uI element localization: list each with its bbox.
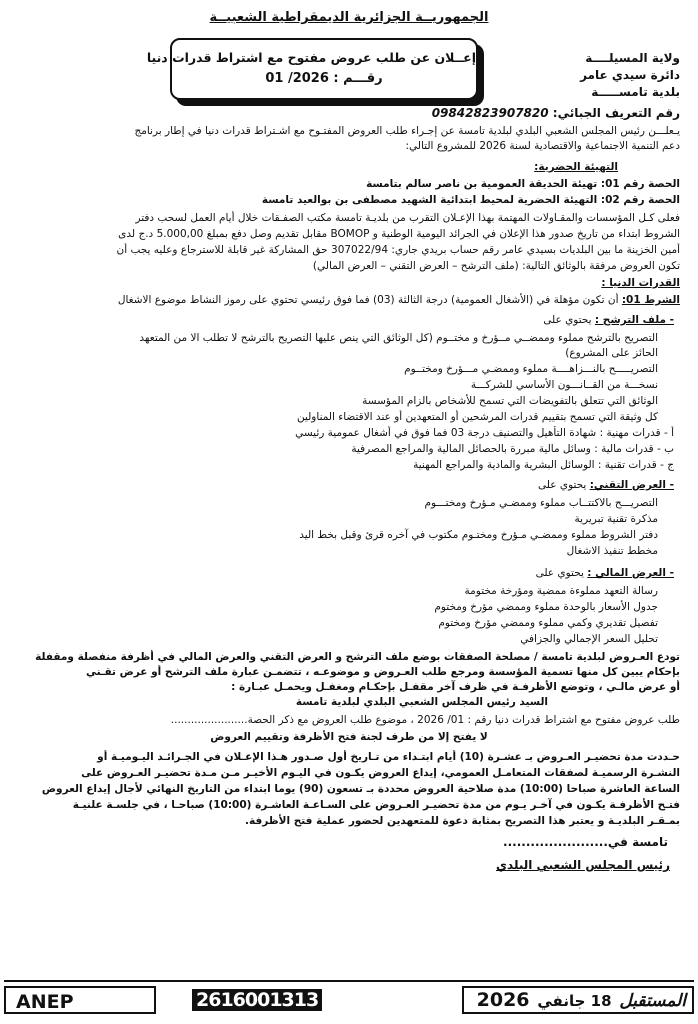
newspaper-year: 2026 [476, 989, 530, 1011]
wilaya: ولاية المسيلــــة [585, 51, 680, 65]
lot-1: الحصة رقم 01: تهيئة الحديقة العمومية بن ناصر سالم بتامسة [366, 178, 680, 190]
anep-box [4, 986, 156, 1014]
fin-contains: يحتوي على [535, 567, 588, 579]
deposit-line-4: السيد رئيس المجلس الشعبي البلدي لبلدية تامسة [295, 696, 548, 708]
newspaper-date: 18 جانفي [537, 992, 612, 1010]
ref-code: 2616001313 [192, 989, 322, 1011]
candidature-heading: - ملف الترشح : [594, 314, 674, 326]
fin-item-2: جدول الأسعار بالوحدة مملوء وممضي مؤرخ ومختوم [434, 601, 658, 613]
fin-item-4: تحليل السعر الإجمالي والجزافي [520, 633, 658, 645]
fin-heading: - العرض المالي : [587, 567, 674, 579]
condition-text: أن تكون مؤهلة في (الأشغال العمومية) درجة الثالثة (03) فما فوق رئيسي تحتوي على رموز النشاط موضوع الاشغال [117, 294, 622, 306]
no-open-notice: لا يفتح إلا من طرف لجنة فتح الأظرفة وتقييم العروض [210, 731, 488, 743]
cand-item-3: نسخـــة من القــانـــون الأساسي للشركـــة [470, 379, 658, 391]
deposit-line-5: طلب عروض مفتوح مع اشتراط قدرات دنيا رقم : 01/ 2026 ، موضوع طلب العروض مع ذكر الحصة....................... [170, 714, 680, 726]
deadline-line-1: حـددت مدة تحضيـر العـروض بـ عشـرة (10) أيام ابتـداء من تـاريخ أول صـدور هـذا الإعـلان في الجـرائـد اليـوميـة أو [97, 751, 680, 763]
newspaper-name: المستقبل [619, 991, 686, 1011]
cand-item-c: ج - قدرات تقنية : الوسائل البشرية والمادية والمراجع المهنية [413, 459, 674, 471]
tax-id-value: 09842823907820 [431, 106, 549, 120]
deadline-line-4: فتـح الأظرفـة يكـون في آخـر يـوم من مدة تحضيـر العـروض على السـاعـة العاشـرة (10:00) صباحـا ، في جلسـة علنيـة [72, 799, 680, 811]
commune: بلدية تامســـــة [591, 85, 680, 99]
para1-line-4: تكون العروض مرفقة بالوثائق التالية: (ملف الترشح – العرض التقني – العرض المالي) [312, 260, 680, 272]
deposit-line-1: تودع العـروض لبلدية تامسة / مصلحة الصفقات بوضع ملف الترشح و العرض التقني والعرض المالي في أظرفة منفصلة ومقفلة [35, 651, 680, 663]
deadline-line-3: الساعة العاشرة صباحا (10:00) مدة صلاحية العروض محددة بـ تسعون (90) يوما ابتداء من التاريخ النهائي لأجال إيداع العروض [41, 783, 680, 795]
cand-item-1b: الحائز على المشروع) [565, 347, 658, 359]
fin-item-1: رسالة التعهد مملوءة ممضية ومؤرخة مختومة [464, 585, 658, 597]
cand-item-a: أ - قدرات مهنية : شهادة التأهيل والتصنيف درجة 03 فما فوق في أشغال عمومية رئيسي [295, 427, 674, 439]
cand-item-2: التصريـــــح بالنـــزاهــــة مملوء وممضـي مـــؤرخ ومختــوم [404, 363, 658, 375]
tech-item-3: دفتر الشروط مملوء وممضـي مـؤرخ ومختـوم مكتوب في آخره قرئ وقبل بخط اليد [299, 529, 658, 541]
cand-item-5: كل وثيقة التي تسمح بتقييم قدرات المرشحين أو المتعهدين أو عند الاقتضاء المناولين [296, 411, 658, 423]
intro-line-1: يـعلـــن رئيس المجلس الشعبي البلدي لبلدية تامسة عن إجـراء طلب العروض المفتـوح مع اشـتراط قدرات دنيا في إطار برنامج [134, 125, 680, 137]
newspaper-box [462, 986, 694, 1014]
title-box [146, 38, 478, 100]
condition-1 [20, 293, 680, 308]
tech-item-1: التصريـــح بالاكتتــاب مملوء وممضـي مـؤرخ ومختـــوم [424, 497, 658, 509]
lot-2: الحصة رقم 02: التهيئة الحضرية لمحيط ابتدائية الشهيد مصطفى بن بوالعيد تامسة [261, 194, 680, 206]
notice-number-value: 01 /2026 [265, 71, 329, 86]
tech-heading-line [20, 478, 674, 493]
daira: دائرة سيدي عامر [580, 68, 680, 82]
intro-line-2: دعم التنمية الاجتماعية والاقتصادية لسنة 2026 للمشروع التالي: [405, 140, 680, 152]
notice-number-label: رقـــم : [333, 71, 383, 86]
cand-item-1a: التصريح بالترشح مملوء وممضــي مــؤرخ و مختــوم (كل الوثائق التي ينص عليها التصريح بالترشح لا تطلب الا من المتعهد [139, 332, 658, 344]
candidature-heading-line [20, 313, 674, 328]
fin-heading-line [20, 566, 674, 581]
tech-contains: يحتوي على [538, 479, 590, 491]
signature-place: تامسة في....................... [503, 835, 668, 849]
para1-line-1: فعلى كـل المؤسسات والمقـاولات المهتمة بهذا الإعـلان التقرب من بلديـة تامسة مكتب الصفـقات خلال أيام العمل لسحب دفتر [135, 212, 680, 224]
fin-item-3: تفصيل تقديري وكمي مملوء وممضي مؤرخ ومختوم [438, 617, 658, 629]
issuer-block [580, 50, 680, 101]
deposit-line-3: أو عرض مالـي ، وتوضع الأظرفـة في ظرف آخر مقفـل بإحكـام ومغفـل ويحمـل عبـارة : [231, 681, 680, 693]
cand-item-4: الوثائق التي تتعلق بالتفويضات التي تسمح للأشخاص بالزام المؤسسة [362, 395, 658, 407]
deadline-line-2: النشـرة الرسميـة لصفقات المتعامـل العمومي، إيداع العروض يكـون في اليـوم الأخيـر مـن مـدة تحضيـر العـروض على [81, 767, 680, 779]
signature-title: رئيس المجلس الشعبي البلدي [496, 858, 670, 872]
capacities-heading: القدرات الدنيا : [601, 277, 680, 289]
project-heading: التهيئة الحضرية: [534, 161, 618, 173]
footer-top-rule [4, 980, 694, 982]
notice-title: إعــلان عن طلب عروض مفتوح مع اشتراط قدرات دنيا [146, 50, 476, 65]
deadline-line-5: بمـقـر البلديـة و يعتبر هذا التصريح بمثابة دعوة للمتعهدين لحضور عملية فتح الأظرفة. [244, 815, 680, 827]
para1-line-3: أمين الخزينة ما بين البلديات بسيدي عامر رقم حساب بريدي جاري: 307022/94 حق المشاركة غير قابلة للاسترجاع وعليه يجب أن [116, 244, 680, 256]
footer-bar [4, 986, 694, 1016]
republic-header: الجمهوريــة الجزائرية الديمقراطية الشعبيــة [209, 10, 489, 25]
tax-id-label: رقم التعريف الجبائي: [552, 106, 680, 120]
ref-box [174, 986, 444, 1014]
para1-line-2: الشروط ابتداء من تاريخ صدور هذا الإعلان في الجرائد اليومية الوطنية و BOMOP مقابل تقديم وصل دفع بمبلغ 5.000,00 د.ج لدى [118, 228, 680, 240]
tech-item-4: مخطط تنفيذ الاشغال [566, 545, 658, 557]
condition-label: الشرط 01: [621, 294, 680, 306]
anep-label: ANEP [16, 991, 74, 1013]
tech-item-2: مذكرة تقنية تبريرية [574, 513, 658, 525]
cand-item-b: ب - قدرات مالية : وسائل مالية مبررة بالحصائل المالية والمراجع المصرفية [351, 443, 674, 455]
deposit-line-2: بإحكام يبين كل منها تسمية المؤسسة ومرجع طلب العـروض و موضوعـه ، تتضمـن عبارة ملف الترشح أو عرض تقـني [85, 666, 680, 678]
tech-heading: - العرض التقني: [589, 479, 674, 491]
notice-number [172, 71, 476, 86]
tax-id [432, 106, 680, 120]
candidature-contains: يحتوي على [543, 314, 595, 326]
